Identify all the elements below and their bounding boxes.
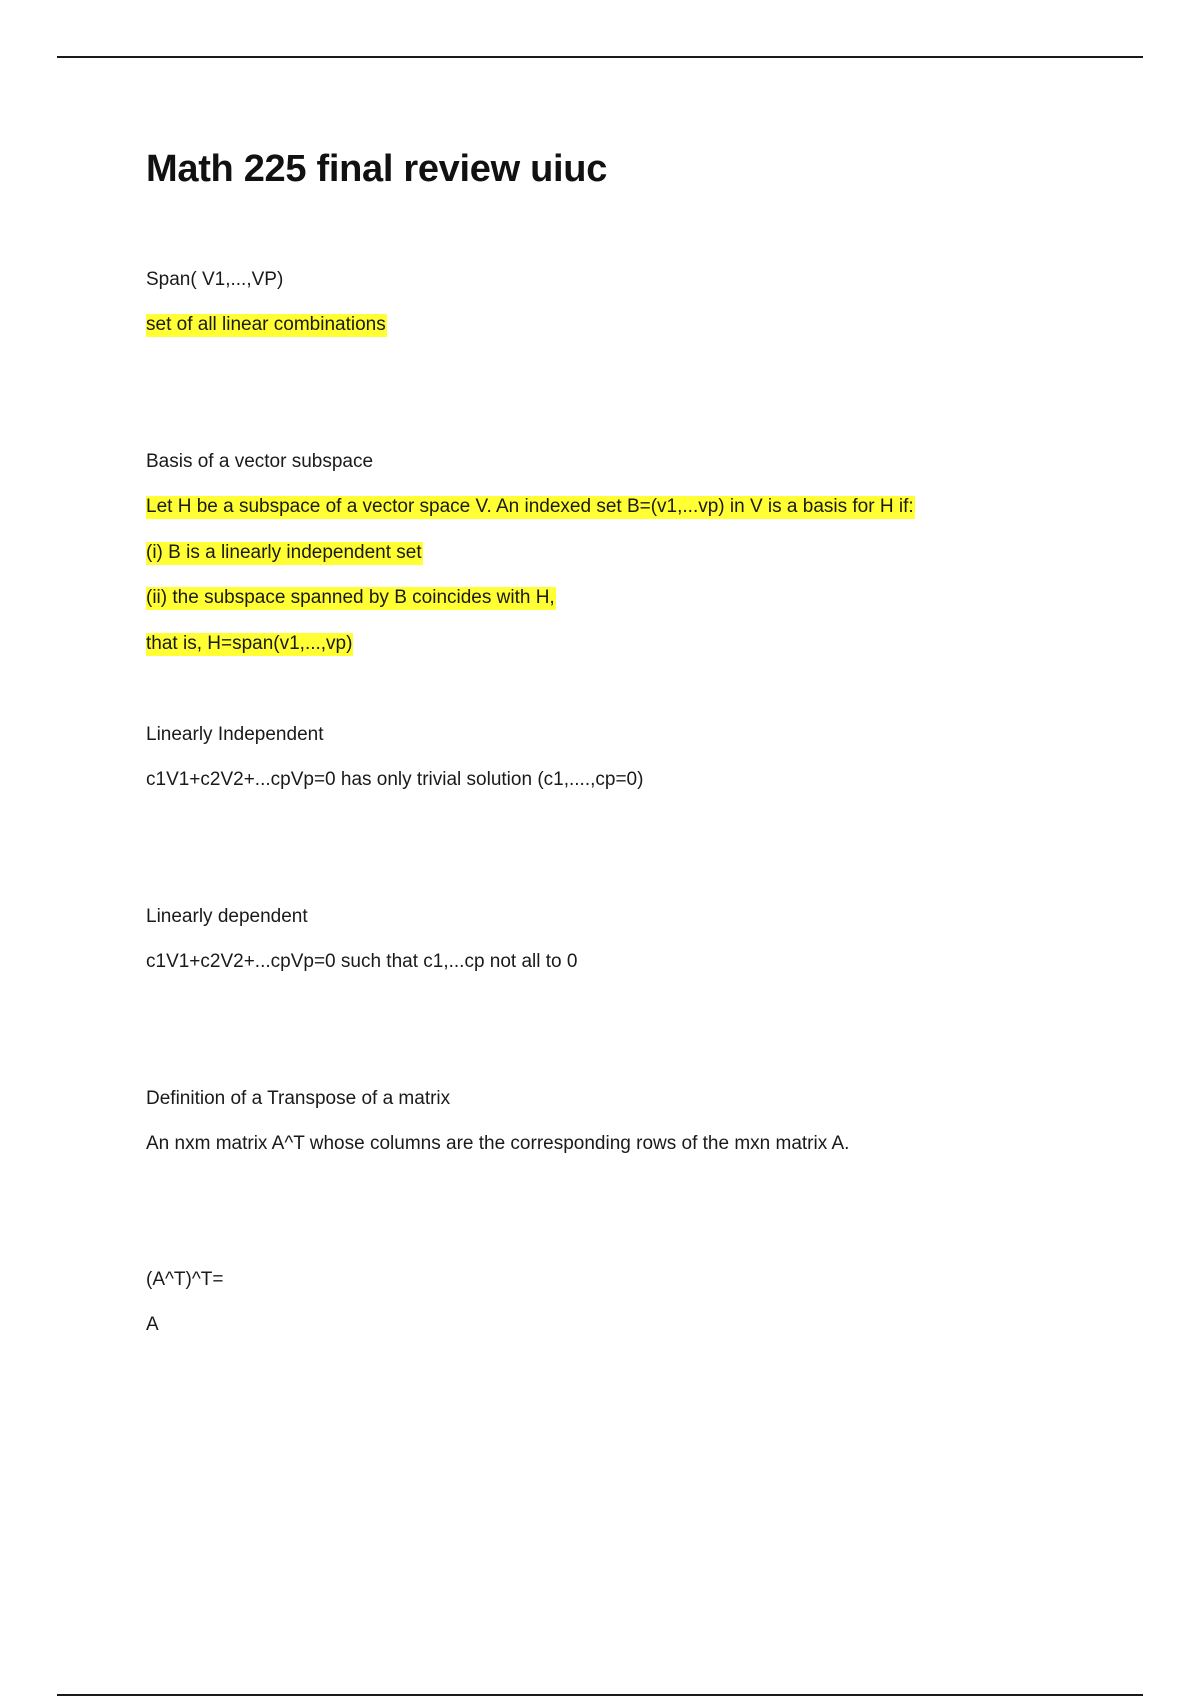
term-text: Definition of a Transpose of a matrix [146,1088,451,1109]
definition-basis-line-1 [146,493,915,520]
definition-basis-line-2 [146,539,423,566]
definition-linearly-independent [146,766,643,793]
term-text: Basis of a vector subspace [146,451,374,472]
term-text: Linearly dependent [146,906,308,927]
definition-transpose [146,1130,849,1157]
term-linearly-independent [146,721,323,748]
term-transpose [146,1085,450,1112]
document-title: Math 225 final review uiuc [146,148,608,190]
definition-linearly-dependent [146,948,577,975]
highlighted-definition: Let H be a subspace of a vector space V. An indexed set B=(v1,...vp) in V is a basis for H if: [146,496,914,517]
definition-text: A [146,1314,159,1335]
term-double-transpose [146,1266,223,1293]
highlighted-definition: (ii) the subspace spanned by B coincides with H, [146,587,555,608]
definition-text: c1V1+c2V2+...cpVp=0 has only trivial solution (c1,....,cp=0) [146,769,644,790]
definition-basis-line-4 [146,630,353,657]
highlighted-definition: (i) B is a linearly independent set [146,542,422,563]
definition-double-transpose [146,1311,159,1338]
highlighted-definition: set of all linear combinations [146,314,386,335]
footer-rule [57,1694,1143,1696]
definition-text: c1V1+c2V2+...cpVp=0 such that c1,...cp not all to 0 [146,951,578,972]
definition-basis-line-3 [146,584,556,611]
term-basis [146,448,373,475]
term-linearly-dependent [146,903,308,930]
highlighted-definition: that is, H=span(v1,...,vp) [146,633,353,654]
term-text: Span( V1,...,VP) [146,269,284,290]
term-span [146,266,283,293]
definition-span [146,311,387,338]
definition-text: An nxm matrix A^T whose columns are the corresponding rows of the mxn matrix A. [146,1133,850,1154]
term-text: (A^T)^T= [146,1269,224,1290]
term-text: Linearly Independent [146,724,324,745]
header-rule [57,56,1143,58]
